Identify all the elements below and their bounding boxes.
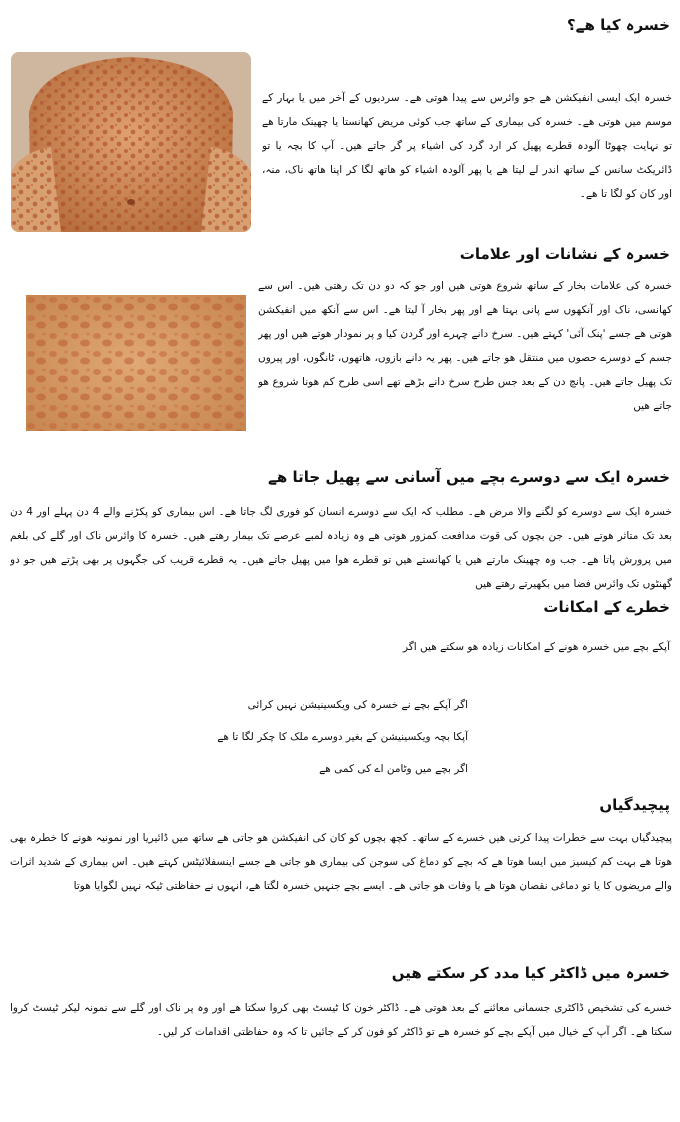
rash-skin-photo — [26, 295, 246, 431]
complications-heading: پیچیدگیاں — [599, 796, 670, 814]
risks-intro: آپکے بچے میں خسرہ ھونے کے امکانات زیادہ ھو سکتے ھیں اگر — [403, 641, 670, 653]
doctor-heading: خسرہ میں ڈاکٹر کیا مدد کر سکتے ھیں — [391, 964, 670, 982]
complications-paragraph: پیچیدگیاں بہت سے خطرات پیدا کرتی ھیں خسرے کے ساتھ۔ کچھ بچوں کو کان کی انفیکشن ھو جاتی ھے ساتھ میں ڈائیریا اور نمونیہ ھونے کا خطرہ بھی ھوتا ھے بہت کم کیسیز میں ایسا ھوتا ھے کہ بچے کو دماغ کی سوجن کی بیماری ھو جاتی ھے جسے اینسفلائیٹس کہتے ھیں۔ اس بیماری کے شدید اثرات والے مریضوں کا یا تو دماغی نقصان ھوتا ھے یا وفات ھو جاتی ھے۔ ایسے بچے جنہیں خسرہ لگتا ھے، انہوں نے حفاظتی ٹیکہ نہیں لگوایا ھوتا — [10, 832, 672, 892]
skin-rash-closeup-image — [26, 295, 246, 431]
spread-paragraph: خسرہ ایک سے دوسرے کو لگنے والا مرض ھے۔ مطلب کہ ایک سے دوسرے انسان کو فوری لگ جاتا ھے۔ اس بیماری کو پکڑنے والے 4 دن پہلے اور 4 دن بعد تک متاثر ھوتے ھیں۔ جن بچوں کی قوت مدافعت کمزور ھوتی ھے وہ زیادہ لمبے عرصے تک بیمار رھتے ھیں۔ خسرہ کا وائرس ناک اور گلے کی بلغم میں پرورش پاتا ھے۔ جب وہ چھینک مارتے ھیں یا کھانستے ھیں تو قطرے ھوا میں پھیل جاتے ھیں۔ یہ قطرے قریب کی جگہوں پر بھی پڑتے ھیں جو دو گھنٹوں تک وائرس فضا میں بکھیرتے رھتے ھیں — [10, 506, 672, 590]
risk-item: اگر بچے میں وٹامن اے کی کمی ھے — [319, 763, 468, 775]
doctor-paragraph: خسرے کی تشخیص ڈاکٹری جسمانی معائنے کے بعد ھوتی ھے۔ ڈاکٹر خون کا ٹیسٹ بھی کروا سکتا ھے اور وہ پر ناک اور گلے سے نمونہ لیکر ٹیسٹ کروا سکتا ھے۔ اگر آپ کے خیال میں آپکے بچے کو خسرہ ھے تو ڈاکٹر کو فون کر کے جائیں تا کہ وہ حفاظتی اقدامات کر لیں۔ — [10, 1002, 672, 1038]
spread-heading: خسرہ ایک سے دوسرے بچے میں آسانی سے پھیل جاتا ھے — [268, 468, 670, 486]
rash-child-photo — [11, 52, 251, 232]
child-torso-rash-image — [11, 52, 251, 232]
risk-item: آپکا بچہ ویکسینیشن کے بغیر دوسرے ملک کا چکر لگا تا ھے — [217, 731, 468, 743]
what-is-heading: خسرہ کیا ھے؟ — [566, 16, 670, 34]
what-is-paragraph: خسرہ ایک ایسی انفیکشن ھے جو وائرس سے پیدا ھوتی ھے۔ سردیوں کے آخر میں یا بہار کے موسم میں ھوتی ھے۔ خسرہ کی بیماری کے ساتھ جب کوئی مریض کھانستا یا چھینک مارتا ھے تو نہایت چھوٹا آلودہ قطرے پھیل کر ارد گرد کی اشیاء پر گر جاتے ھیں۔ آپ کا بچہ یا تو ڈائریکٹ سانس کے ساتھ اندر لے لیتا ھے یا پھر آلودہ اشیاء کو ھاتھ لگا کر اپنا ھاتھ ناک، منہ، اور کان کو لگا تا ھے۔ — [262, 92, 672, 200]
symptoms-heading: خسرہ کے نشانات اور علامات — [459, 245, 670, 263]
risk-item: اگر آپکے بچے نے خسرہ کی ویکسینیشن نہیں کرائی — [247, 699, 468, 711]
risks-heading: خطرے کے امکانات — [543, 598, 670, 616]
symptoms-paragraph: خسرہ کی علامات بخار کے ساتھ شروع ھوتی ھیں اور جو کہ دو دن تک رھتی ھیں۔ اس سے کھانسی، ناک اور آنکھوں سے پانی بہتا ھے اور پھر بخار آ لیتا ھے۔ اس سے آنکھ میں انفیکشن ھوتی ھے جسے 'پنک آئی' کہتے ھیں۔ سرخ دانے چہرے اور گردن کیا و پر نمودار ھوتے ھیں اور پھر جسم کے دوسرے حصوں میں منتقل ھو جاتے ھیں۔ پھر یہ دانے بازوں، ھاتھوں، ٹانگوں، اور پیروں تک پھیل جاتے ھیں۔ پانچ دن کے بعد جس طرح سرخ دانے بڑھے تھے اسی طرح کم ھونا شروع ھو جاتے ھیں — [258, 280, 672, 412]
